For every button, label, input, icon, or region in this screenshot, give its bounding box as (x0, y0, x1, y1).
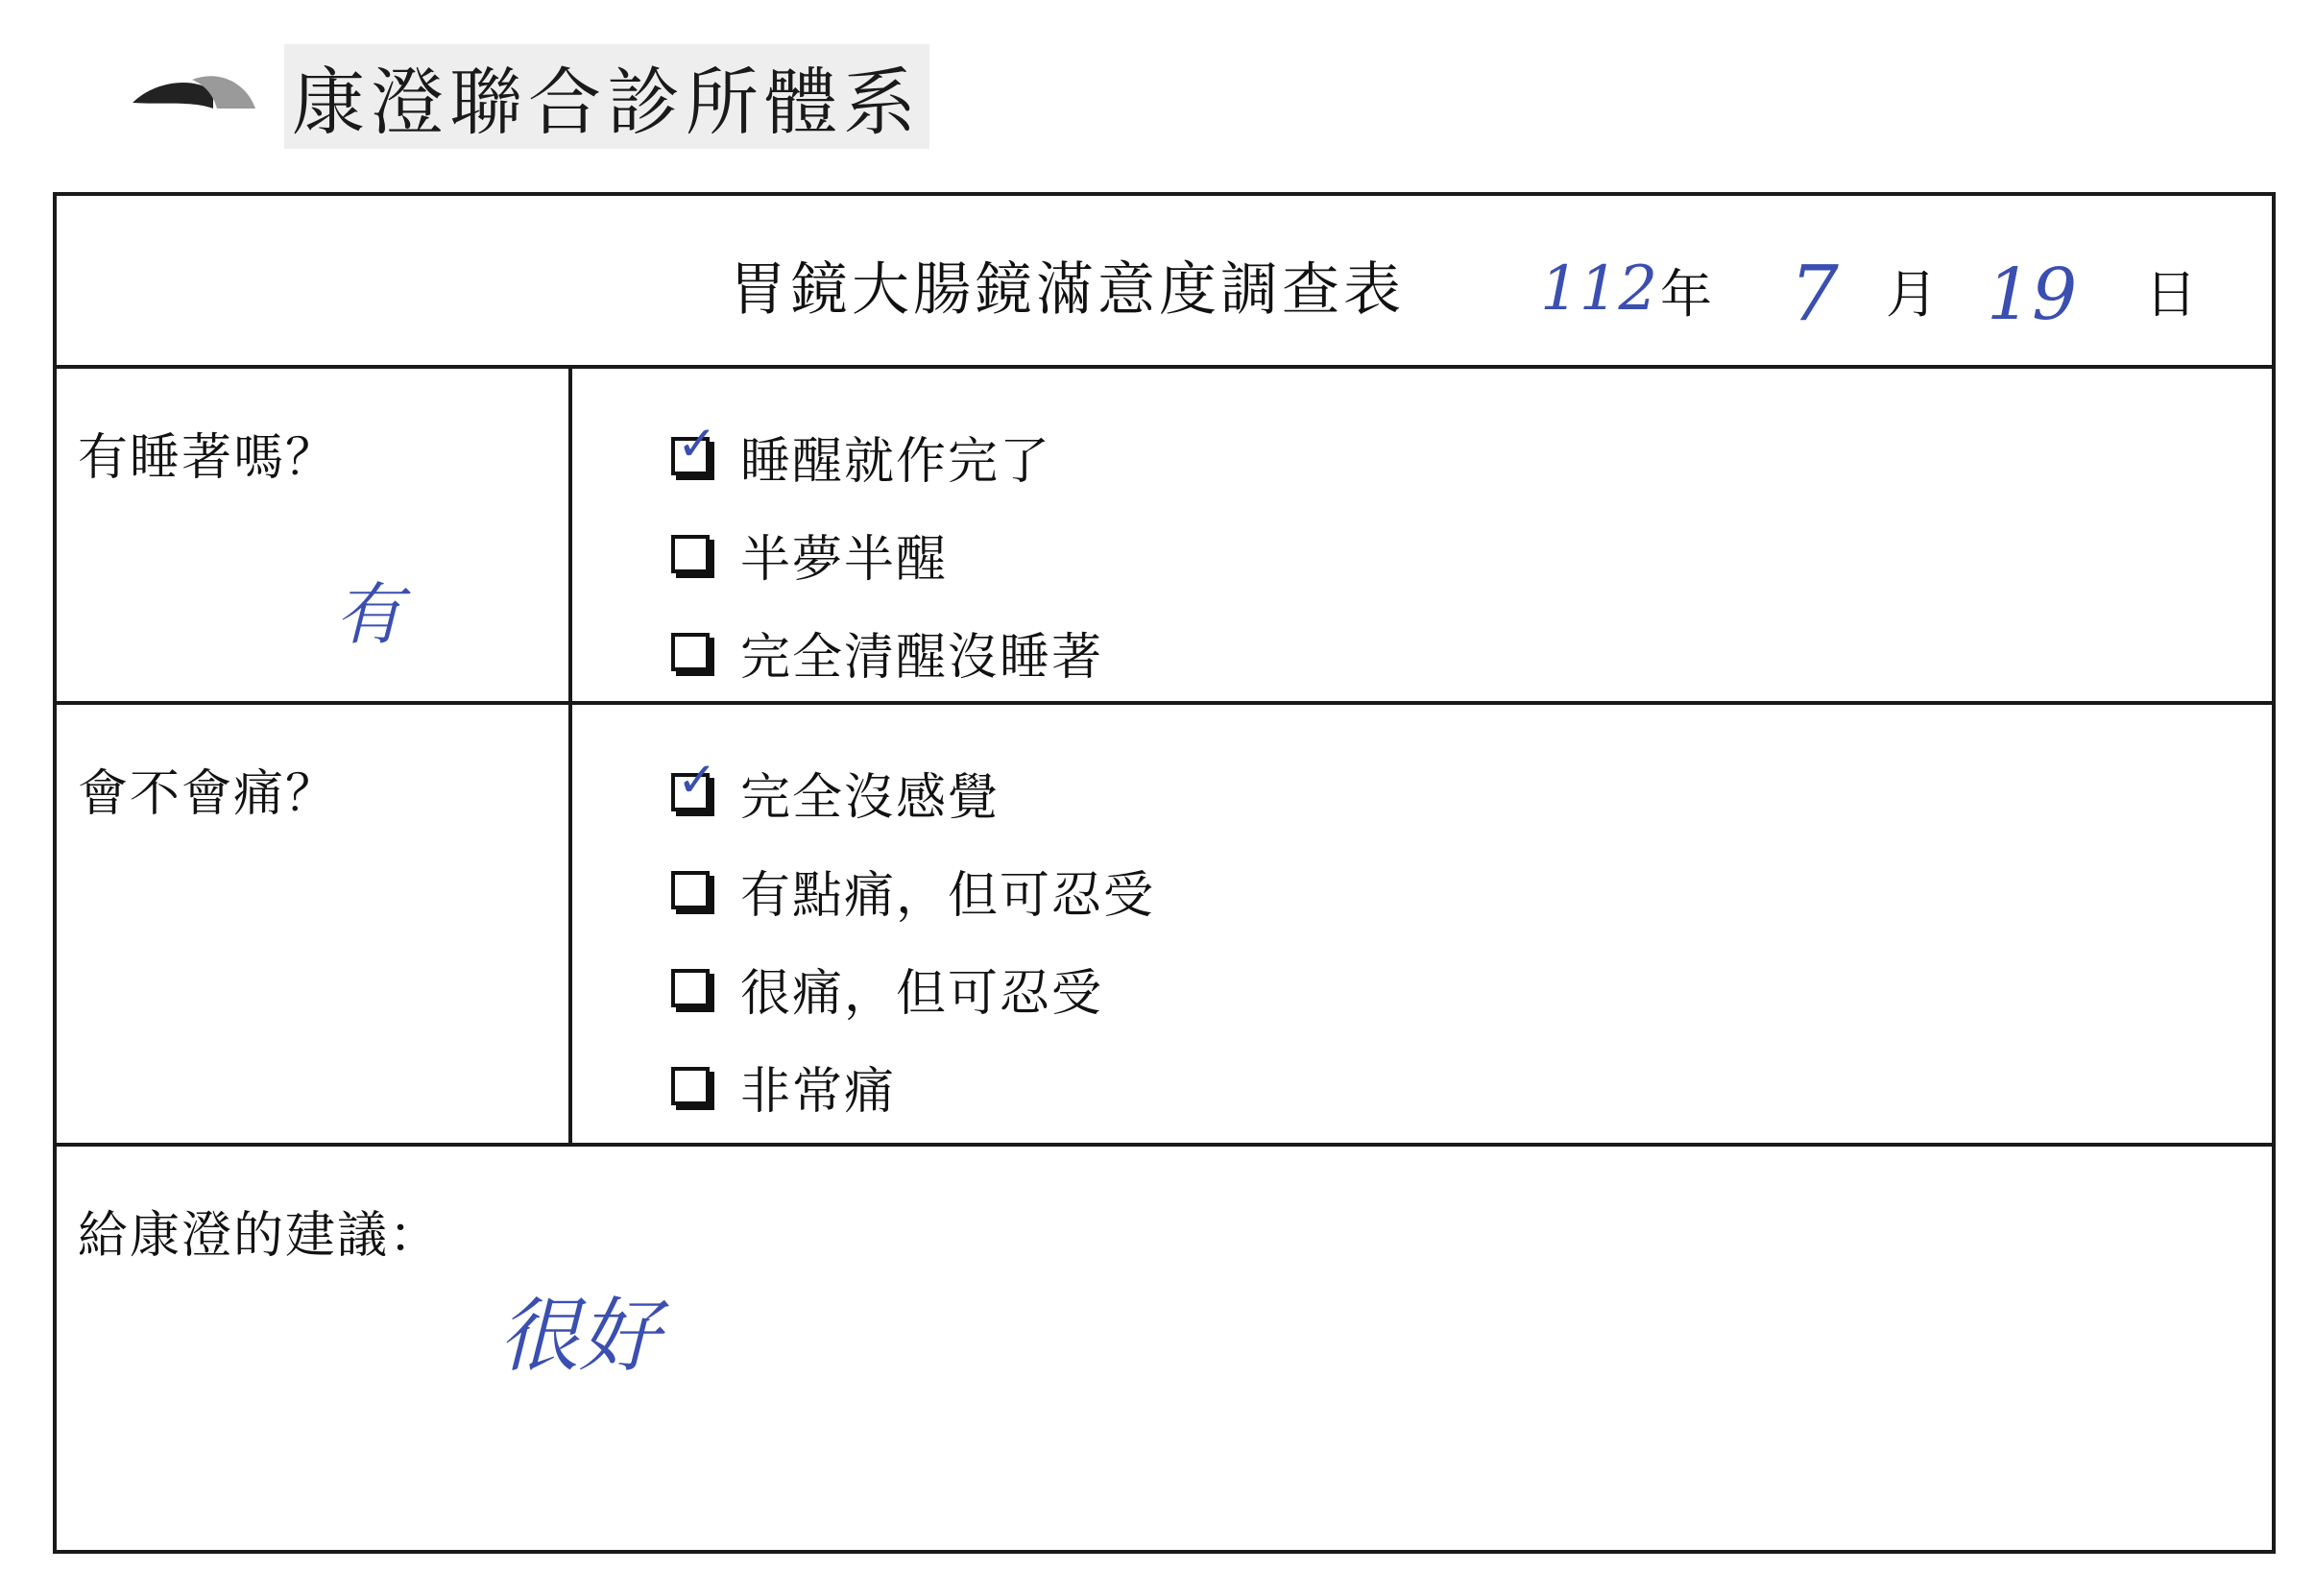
clinic-logo-icon (125, 62, 259, 130)
option-label: 很痛，但可忍受 (740, 964, 1104, 1023)
month-label: 月 (1886, 264, 1938, 325)
option-label: 非常痛 (740, 1062, 897, 1121)
option-label: 半夢半醒 (740, 530, 949, 589)
option-sleep-2[interactable] (671, 505, 1103, 603)
question-sleep: 有睡著嗎？ (78, 429, 338, 487)
suggestion-label: 給康澄的建議： (78, 1207, 442, 1265)
option-pain-1[interactable] (671, 743, 1155, 841)
month-value[interactable]: 7 (1790, 249, 1839, 338)
option-label: 有點痛，但可忍受 (740, 866, 1156, 925)
question-sleep-row (57, 369, 2272, 705)
check-mark-icon: ✓ (677, 416, 719, 472)
pain-options (671, 743, 1155, 1135)
checkbox-checked[interactable] (671, 752, 719, 811)
option-sleep-1[interactable] (671, 407, 1103, 505)
day-label: 日 (2145, 264, 2197, 325)
survey-form (53, 192, 2276, 1554)
checkbox[interactable] (671, 871, 710, 909)
sleep-options (671, 407, 1103, 701)
year-label: 年 (1660, 264, 1712, 325)
question-pain: 會不會痛？ (78, 765, 338, 823)
checkbox-checked[interactable] (671, 416, 719, 475)
form-title: 胃鏡大腸鏡滿意度調查表 (729, 256, 1405, 324)
check-mark-icon: ✓ (677, 752, 719, 808)
checkbox[interactable] (671, 1067, 710, 1105)
option-label: 完全沒感覺 (740, 768, 1001, 827)
handwritten-note-sleep: 有 (335, 575, 402, 654)
option-pain-4[interactable] (671, 1037, 1155, 1135)
checkbox[interactable] (671, 969, 710, 1007)
suggestion-row[interactable] (57, 1147, 2272, 1550)
column-divider (568, 705, 572, 1143)
option-pain-2[interactable] (671, 841, 1155, 939)
clinic-name: 康澄聯合診所體系 (284, 44, 929, 149)
column-divider (568, 369, 572, 701)
year-value[interactable]: 112 (1540, 254, 1658, 325)
clinic-header (125, 43, 929, 149)
day-value[interactable]: 19 (1987, 254, 2078, 336)
checkbox[interactable] (671, 633, 710, 671)
checkbox[interactable] (671, 535, 710, 573)
option-pain-3[interactable] (671, 939, 1155, 1037)
option-sleep-3[interactable] (671, 603, 1103, 701)
option-label: 睡醒就作完了 (740, 432, 1052, 491)
suggestion-answer[interactable]: 很好 (498, 1289, 661, 1383)
question-pain-row (57, 705, 2272, 1147)
title-row (57, 196, 2272, 369)
option-label: 完全清醒沒睡著 (740, 628, 1104, 687)
